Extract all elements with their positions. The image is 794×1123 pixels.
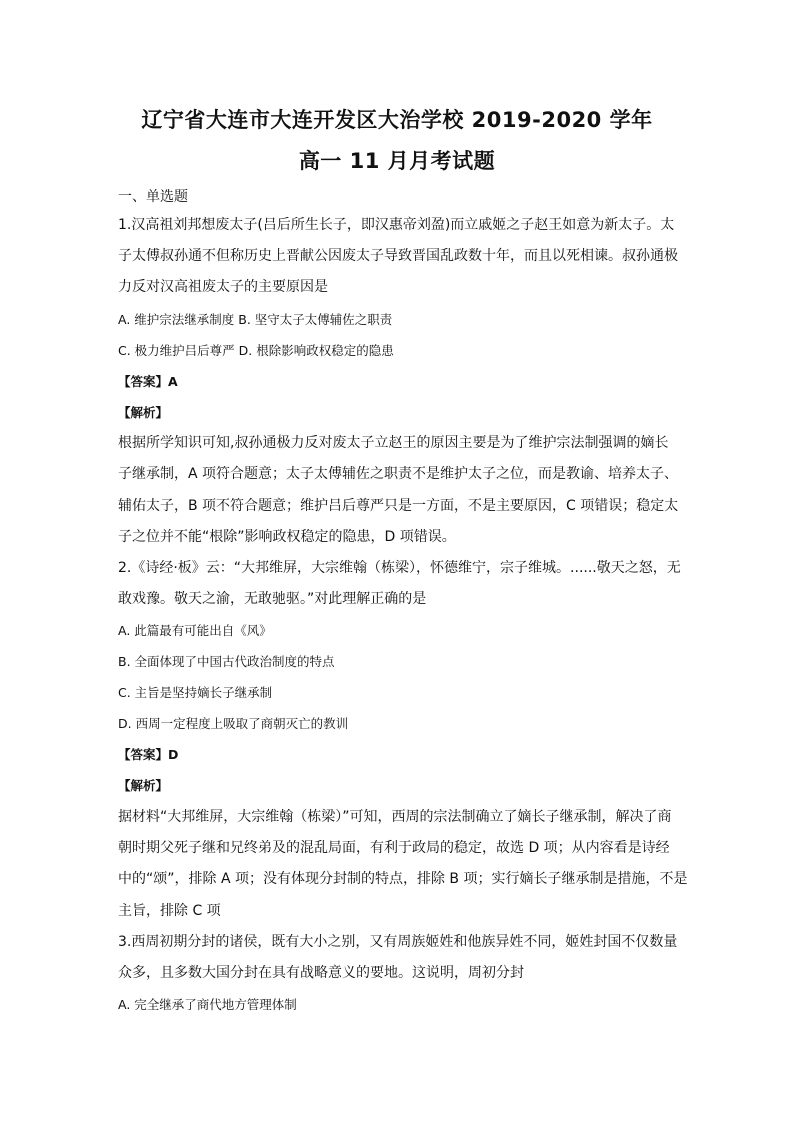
question-3-line: 众多，且多数大国分封在具有战略意义的要地。这说明，周初分封 xyxy=(118,965,524,981)
question-2-option: B. 全面体现了中国古代政治制度的特点 xyxy=(118,654,335,669)
question-1-analysis-line: 辅佑太子，B 项不符合题意；维护吕后尊严只是一方面，不是主要原因，C 项错误；稳定太 xyxy=(118,498,679,514)
question-1-line: 力反对汉高祖废太子的主要原因是 xyxy=(118,279,328,295)
question-1-options-ab: A. 维护宗法继承制度 B. 坚守太子太傅辅佐之职责 xyxy=(118,312,393,327)
question-2-analysis-label: 【解析】 xyxy=(118,778,169,793)
question-2-answer: 【答案】D xyxy=(118,747,179,762)
document-subtitle: 高一 11 月月考试题 xyxy=(298,149,496,173)
section-heading: 一、单选题 xyxy=(118,189,188,205)
question-2-line: 敢戏豫。敬天之渝，无敢驰驱。”对此理解正确的是 xyxy=(118,591,427,607)
question-3-option: A. 完全继承了商代地方管理体制 xyxy=(118,997,297,1012)
document-title: 辽宁省大连市大连开发区大治学校 2019-2020 学年 xyxy=(141,108,653,132)
question-1-answer: 【答案】A xyxy=(118,374,178,389)
question-1-analysis-line: 子之位并不能“根除”影响政权稳定的隐患，D 项错误。 xyxy=(118,529,456,545)
question-1-options-cd: C. 极力维护吕后尊严 D. 根除影响政权稳定的隐患 xyxy=(118,343,394,358)
question-3-line: 3.西周初期分封的诸侯，既有大小之别，又有周族姬姓和他族异姓不同，姬姓封国不仅数量 xyxy=(118,934,678,950)
question-2-option: D. 西周一定程度上吸取了商朝灭亡的教训 xyxy=(118,716,349,731)
question-1-line: 1.汉高祖刘邦想废太子(吕后所生长子，即汉惠帝刘盈)而立戚姬之子赵王如意为新太子。太 xyxy=(118,217,675,233)
question-2-analysis-line: 中的“颂”，排除 A 项；没有体现分封制的特点，排除 B 项；实行嫡长子继承制是措施，不是 xyxy=(118,871,688,887)
question-2-analysis-line: 主旨，排除 C 项 xyxy=(118,903,221,919)
question-1-analysis-label: 【解析】 xyxy=(118,405,169,420)
question-2-analysis-line: 据材料“大邦维屏，大宗维翰（栋梁）”可知，西周的宗法制确立了嫡长子继承制，解决了商 xyxy=(118,809,672,825)
question-2-analysis-line: 朝时期父死子继和兄终弟及的混乱局面，有利于政局的稳定，故选 D 项；从内容看是诗经 xyxy=(118,840,670,856)
question-1-analysis-line: 子继承制，A 项符合题意；太子太傅辅佐之职责不是维护太子之位，而是教谕、培养太子、 xyxy=(118,466,679,482)
question-1-line: 子太傅叔孙通不但称历史上晋献公因废太子导致晋国乱政数十年，而且以死相谏。叔孙通极 xyxy=(118,248,678,264)
question-2-line: 2.《诗经·板》云：“大邦维屏，大宗维翰（栋梁），怀德维宁，宗子维城。......敬天之怒，无 xyxy=(118,560,681,576)
question-2-option: A. 此篇最有可能出自《风》 xyxy=(118,623,272,638)
question-1-analysis-line: 根据所学知识可知,叔孙通极力反对废太子立赵王的原因主要是为了维护宗法制强调的嫡长 xyxy=(118,435,669,451)
question-2-option: C. 主旨是坚持嫡长子继承制 xyxy=(118,685,273,700)
